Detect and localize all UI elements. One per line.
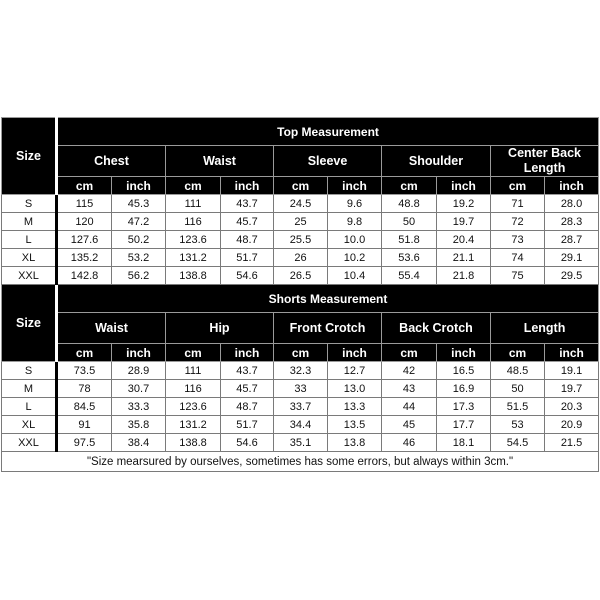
- shorts-unit-inch: inch: [112, 344, 166, 362]
- top-value-cell: 51.7: [221, 249, 274, 267]
- shorts-value-cell: 30.7: [112, 380, 166, 398]
- top-value-cell: 56.2: [112, 267, 166, 285]
- shorts-group-hip: Hip: [166, 313, 274, 344]
- shorts-value-cell: 33.7: [274, 398, 328, 416]
- top-value-cell: 10.2: [328, 249, 382, 267]
- top-value-cell: 45.3: [112, 195, 166, 213]
- shorts-value-cell: 12.7: [328, 362, 382, 380]
- top-value-cell: 10.0: [328, 231, 382, 249]
- shorts-value-cell: 43.7: [221, 362, 274, 380]
- shorts-value-cell: 97.5: [57, 434, 112, 452]
- top-unit-cm: cm: [166, 177, 221, 195]
- top-group-chest: Chest: [57, 146, 166, 177]
- shorts-value-cell: 13.5: [328, 416, 382, 434]
- shorts-value-cell: 51.5: [491, 398, 545, 416]
- top-value-cell: 48.7: [221, 231, 274, 249]
- shorts-value-cell: 21.5: [545, 434, 599, 452]
- shorts-value-cell: 20.3: [545, 398, 599, 416]
- top-value-cell: 74: [491, 249, 545, 267]
- top-row-xl: [2, 249, 599, 267]
- shorts-value-cell: 78: [57, 380, 112, 398]
- shorts-unit-inch: inch: [545, 344, 599, 362]
- top-value-cell: 50.2: [112, 231, 166, 249]
- measurement-note: "Size mearsured by ourselves, sometimes has some errors, but always within 3cm.": [2, 452, 599, 472]
- shorts-row-m: [2, 380, 599, 398]
- top-value-cell: 25: [274, 213, 328, 231]
- top-size-cell: XXL: [2, 267, 57, 285]
- top-size-cell: S: [2, 195, 57, 213]
- top-value-cell: 29.5: [545, 267, 599, 285]
- shorts-value-cell: 35.8: [112, 416, 166, 434]
- top-size-header: Size: [2, 118, 57, 195]
- top-value-cell: 24.5: [274, 195, 328, 213]
- top-value-cell: 50: [382, 213, 437, 231]
- shorts-group-front-crotch: Front Crotch: [274, 313, 382, 344]
- top-value-cell: 21.1: [437, 249, 491, 267]
- shorts-value-cell: 43: [382, 380, 437, 398]
- top-size-cell: L: [2, 231, 57, 249]
- top-unit-inch: inch: [328, 177, 382, 195]
- note-row: [2, 452, 599, 472]
- top-unit-cm: cm: [57, 177, 112, 195]
- top-value-cell: 71: [491, 195, 545, 213]
- top-unit-inch: inch: [545, 177, 599, 195]
- top-value-cell: 131.2: [166, 249, 221, 267]
- top-group-center-back-length: Center Back Length: [491, 146, 599, 177]
- top-value-cell: 28.3: [545, 213, 599, 231]
- shorts-unit-cm: cm: [166, 344, 221, 362]
- top-value-cell: 73: [491, 231, 545, 249]
- shorts-group-length: Length: [491, 313, 599, 344]
- shorts-unit-row: [2, 344, 599, 362]
- top-value-cell: 135.2: [57, 249, 112, 267]
- shorts-group-waist: Waist: [57, 313, 166, 344]
- top-value-cell: 20.4: [437, 231, 491, 249]
- top-value-cell: 123.6: [166, 231, 221, 249]
- shorts-value-cell: 84.5: [57, 398, 112, 416]
- shorts-value-cell: 91: [57, 416, 112, 434]
- top-size-cell: XL: [2, 249, 57, 267]
- shorts-value-cell: 13.3: [328, 398, 382, 416]
- top-group-sleeve: Sleeve: [274, 146, 382, 177]
- shorts-size-cell: S: [2, 362, 57, 380]
- top-value-cell: 54.6: [221, 267, 274, 285]
- top-title-row: [2, 118, 599, 146]
- top-row-m: [2, 213, 599, 231]
- top-value-cell: 43.7: [221, 195, 274, 213]
- shorts-value-cell: 48.5: [491, 362, 545, 380]
- top-value-cell: 10.4: [328, 267, 382, 285]
- shorts-value-cell: 38.4: [112, 434, 166, 452]
- shorts-row-xxl: [2, 434, 599, 452]
- top-value-cell: 21.8: [437, 267, 491, 285]
- shorts-value-cell: 54.5: [491, 434, 545, 452]
- top-value-cell: 75: [491, 267, 545, 285]
- shorts-size-cell: L: [2, 398, 57, 416]
- shorts-unit-inch: inch: [328, 344, 382, 362]
- shorts-value-cell: 111: [166, 362, 221, 380]
- top-value-cell: 116: [166, 213, 221, 231]
- shorts-value-cell: 28.9: [112, 362, 166, 380]
- top-value-cell: 72: [491, 213, 545, 231]
- shorts-value-cell: 54.6: [221, 434, 274, 452]
- shorts-value-cell: 16.5: [437, 362, 491, 380]
- top-value-cell: 53.2: [112, 249, 166, 267]
- top-value-cell: 25.5: [274, 231, 328, 249]
- top-row-s: [2, 195, 599, 213]
- shorts-value-cell: 16.9: [437, 380, 491, 398]
- shorts-size-cell: XXL: [2, 434, 57, 452]
- top-value-cell: 19.7: [437, 213, 491, 231]
- top-section-title: Top Measurement: [57, 118, 599, 146]
- shorts-value-cell: 73.5: [57, 362, 112, 380]
- shorts-unit-inch: inch: [221, 344, 274, 362]
- top-unit-cm: cm: [274, 177, 328, 195]
- shorts-value-cell: 17.7: [437, 416, 491, 434]
- top-value-cell: 111: [166, 195, 221, 213]
- shorts-value-cell: 51.7: [221, 416, 274, 434]
- shorts-value-cell: 42: [382, 362, 437, 380]
- shorts-value-cell: 17.3: [437, 398, 491, 416]
- shorts-unit-cm: cm: [274, 344, 328, 362]
- shorts-value-cell: 13.8: [328, 434, 382, 452]
- top-value-cell: 28.0: [545, 195, 599, 213]
- top-unit-cm: cm: [382, 177, 437, 195]
- shorts-value-cell: 32.3: [274, 362, 328, 380]
- size-chart-table: [1, 117, 599, 472]
- shorts-value-cell: 123.6: [166, 398, 221, 416]
- top-unit-inch: inch: [437, 177, 491, 195]
- shorts-unit-cm: cm: [382, 344, 437, 362]
- top-unit-inch: inch: [112, 177, 166, 195]
- top-group-header-row: [2, 146, 599, 177]
- shorts-value-cell: 33.3: [112, 398, 166, 416]
- top-value-cell: 55.4: [382, 267, 437, 285]
- size-chart: [1, 117, 598, 472]
- shorts-value-cell: 18.1: [437, 434, 491, 452]
- top-value-cell: 127.6: [57, 231, 112, 249]
- top-value-cell: 53.6: [382, 249, 437, 267]
- top-value-cell: 29.1: [545, 249, 599, 267]
- shorts-value-cell: 50: [491, 380, 545, 398]
- top-value-cell: 48.8: [382, 195, 437, 213]
- shorts-value-cell: 45.7: [221, 380, 274, 398]
- shorts-group-back-crotch: Back Crotch: [382, 313, 491, 344]
- shorts-row-l: [2, 398, 599, 416]
- shorts-group-header-row: [2, 313, 599, 344]
- shorts-row-s: [2, 362, 599, 380]
- top-value-cell: 142.8: [57, 267, 112, 285]
- shorts-unit-inch: inch: [437, 344, 491, 362]
- shorts-unit-cm: cm: [57, 344, 112, 362]
- top-unit-inch: inch: [221, 177, 274, 195]
- top-value-cell: 26.5: [274, 267, 328, 285]
- shorts-value-cell: 46: [382, 434, 437, 452]
- shorts-value-cell: 44: [382, 398, 437, 416]
- shorts-title-row: [2, 285, 599, 313]
- shorts-row-xl: [2, 416, 599, 434]
- top-group-waist: Waist: [166, 146, 274, 177]
- top-row-l: [2, 231, 599, 249]
- top-value-cell: 115: [57, 195, 112, 213]
- shorts-size-cell: XL: [2, 416, 57, 434]
- top-group-shoulder: Shoulder: [382, 146, 491, 177]
- shorts-value-cell: 13.0: [328, 380, 382, 398]
- top-row-xxl: [2, 267, 599, 285]
- shorts-section-title: Shorts Measurement: [57, 285, 599, 313]
- shorts-value-cell: 19.7: [545, 380, 599, 398]
- shorts-value-cell: 131.2: [166, 416, 221, 434]
- shorts-size-header: Size: [2, 285, 57, 362]
- top-unit-cm: cm: [491, 177, 545, 195]
- shorts-value-cell: 116: [166, 380, 221, 398]
- top-value-cell: 45.7: [221, 213, 274, 231]
- top-value-cell: 138.8: [166, 267, 221, 285]
- shorts-value-cell: 19.1: [545, 362, 599, 380]
- shorts-size-cell: M: [2, 380, 57, 398]
- shorts-value-cell: 138.8: [166, 434, 221, 452]
- shorts-value-cell: 45: [382, 416, 437, 434]
- top-value-cell: 47.2: [112, 213, 166, 231]
- top-unit-row: [2, 177, 599, 195]
- top-value-cell: 28.7: [545, 231, 599, 249]
- top-value-cell: 26: [274, 249, 328, 267]
- shorts-value-cell: 33: [274, 380, 328, 398]
- top-value-cell: 51.8: [382, 231, 437, 249]
- shorts-value-cell: 35.1: [274, 434, 328, 452]
- top-value-cell: 9.8: [328, 213, 382, 231]
- shorts-value-cell: 48.7: [221, 398, 274, 416]
- top-value-cell: 120: [57, 213, 112, 231]
- shorts-value-cell: 20.9: [545, 416, 599, 434]
- top-value-cell: 19.2: [437, 195, 491, 213]
- shorts-unit-cm: cm: [491, 344, 545, 362]
- top-value-cell: 9.6: [328, 195, 382, 213]
- shorts-value-cell: 53: [491, 416, 545, 434]
- shorts-value-cell: 34.4: [274, 416, 328, 434]
- top-size-cell: M: [2, 213, 57, 231]
